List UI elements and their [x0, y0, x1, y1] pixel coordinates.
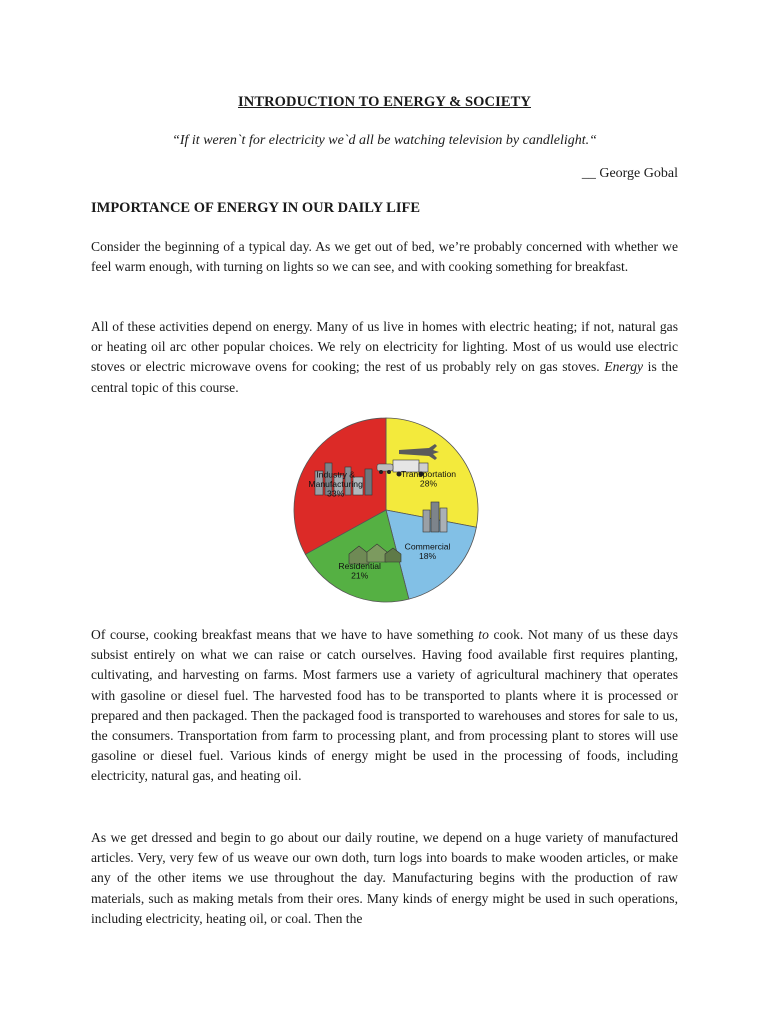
pie-label-2-0: Residential [338, 561, 381, 572]
paragraph-4: As we get dressed and begin to go about our daily routine, we depend on a huge variety of manufactured articles. Very, very few of us weave our own doth, turn logs into boards to make wooden articles, or make any of the other items we use throughout the day. Manufacturing begins with the production of raw materials, such as making metals from their ores. Many kinds of energy might be used in such operations, including electricity, heating oil, or coal. Then the [91, 830, 678, 926]
pie-label-3-2: 33% [327, 488, 345, 499]
page-title: INTRODUCTION TO ENERGY & SOCIETY [238, 94, 531, 110]
pie-label-3-0: Industry & [316, 469, 356, 480]
pie-label-3-1: Manufacturing [308, 478, 363, 489]
epigraph-quote: “If it weren`t for electricity we`d all be watching television by candlelight.“ [172, 133, 597, 148]
pie-label-1-1: 18% [418, 550, 437, 561]
paragraph-3-emphasis: to [478, 627, 489, 642]
quote-author: __ George Gobal [581, 166, 678, 181]
pie-label-1-0: Commercial [404, 541, 451, 552]
paragraph-1: Consider the beginning of a typical day. As we get out of bed, we’re probably concerned with whether we feel warm enough, with turning on lights so we can see, and with cooking something for breakfast. [91, 239, 678, 275]
pie-label-0-1: 28% [419, 478, 438, 489]
paragraph-2-text-a: All of these activities depend on energy. Many of us live in homes with electric heating; if not, natural gas or heating oil arc other popular choices. We rely on electricity for lighting. Most of us would use electric stoves or electric microwave ovens for cooking; the rest of us probably rely on gas stoves. [91, 319, 678, 375]
paragraph-3-text-a: Of course, cooking breakfast means that we have to have something [91, 627, 479, 642]
section-heading: IMPORTANCE OF ENERGY IN OUR DAILY LIFE [91, 200, 420, 216]
paragraph-3-text-b: cook. Not many of us these days subsist entirely on what we can raise or catch ourselves. Having food available first requires planting, cultivating, and harvesting on farms. Most farmers use a variety of agricultural machinery that operates with gasoline or diesel fuel. The harvested food has to be transported to plants where it is processed or prepared and then packaged. Then the packaged food is transported to warehouses and stores for sale to us, the consumers. Transportation from farm to processing plant, and from processing plant to stores will use gasoline or diesel fuel. Various kinds of energy might be used in the processing of foods, including electricity, natural gas, and heating oil. [91, 627, 678, 784]
paragraph-2-text-b: is the central topic of this course. [91, 359, 678, 395]
pie-label-0-0: Transportation [400, 469, 457, 480]
energy-use-pie-chart [289, 412, 483, 608]
paragraph-2 [91, 317, 678, 398]
pie-label-2-1: 21% [351, 570, 369, 581]
paragraph-3 [91, 625, 678, 787]
pie-chart-svg [289, 412, 483, 608]
paragraph-2-emphasis: Energy [604, 359, 644, 375]
